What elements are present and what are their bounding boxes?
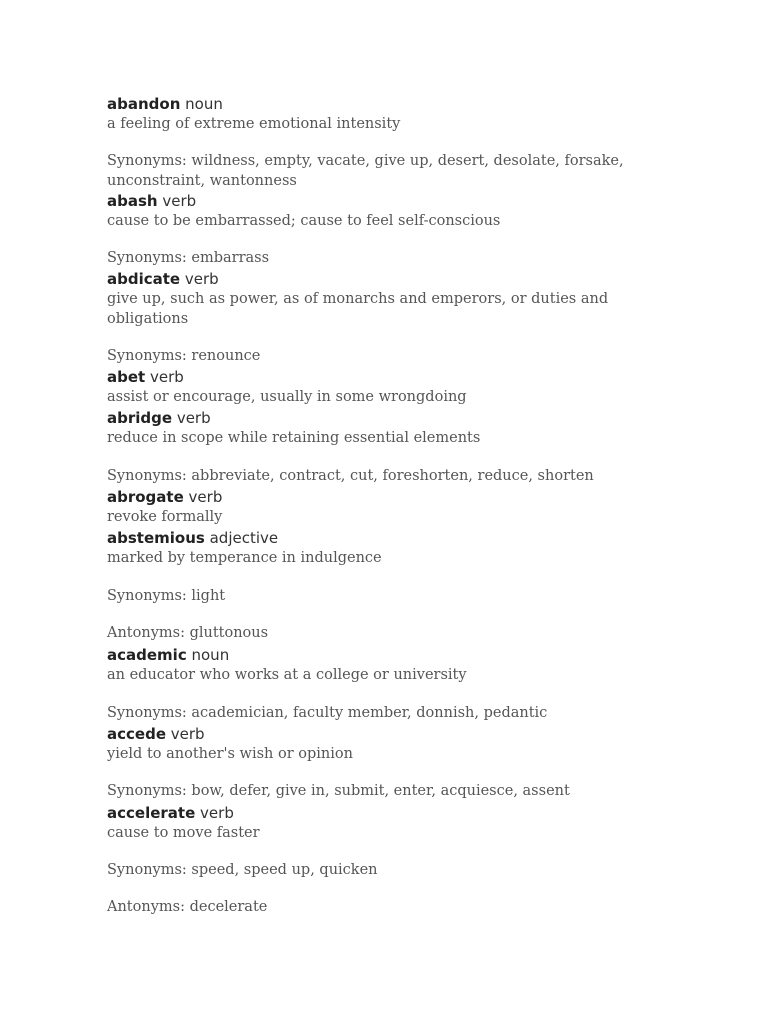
definition: assist or encourage, usually in some wrongdoing [107, 389, 467, 405]
headword: accelerate [107, 804, 196, 822]
definition: an educator who works at a college or university [107, 667, 467, 683]
part-of-speech: noun [191, 646, 230, 664]
antonyms: Antonyms: decelerate [107, 899, 268, 915]
headword: academic [107, 646, 187, 664]
entry-heading [107, 487, 667, 507]
entry-heading [107, 803, 667, 823]
entry-heading [107, 269, 667, 289]
part-of-speech: verb [170, 725, 205, 743]
definition-continued: obligations [107, 311, 189, 327]
part-of-speech: noun [185, 95, 223, 113]
synonyms-continued: unconstraint, wantonness [107, 173, 297, 189]
part-of-speech: verb [149, 368, 184, 386]
headword: abrogate [107, 488, 184, 506]
definition: marked by temperance in indulgence [107, 550, 382, 566]
synonyms: Synonyms: embarrass [107, 250, 270, 266]
definition: yield to another's wish or opinion [107, 746, 353, 762]
part-of-speech: verb [200, 804, 234, 822]
part-of-speech: verb [188, 488, 223, 506]
headword: abdicate [107, 270, 181, 288]
headword: abstemious [107, 529, 205, 547]
definition: cause to move faster [107, 825, 260, 841]
definition: reduce in scope while retaining essential elements [107, 430, 481, 446]
definition: cause to be embarrassed; cause to feel self-conscious [107, 213, 501, 229]
entry-heading [107, 367, 667, 387]
antonyms: Antonyms: gluttonous [107, 625, 269, 641]
entry-heading [107, 191, 667, 211]
synonyms: Synonyms: abbreviate, contract, cut, foreshorten, reduce, shorten [107, 468, 594, 484]
definition: a feeling of extreme emotional intensity [107, 116, 401, 132]
entry-heading [107, 94, 667, 114]
synonyms: Synonyms: renounce [107, 348, 261, 364]
synonyms: Synonyms: academician, faculty member, donnish, pedantic [107, 705, 548, 721]
synonyms: Synonyms: bow, defer, give in, submit, enter, acquiesce, assent [107, 783, 570, 799]
entry-heading [107, 408, 667, 428]
entry-heading [107, 724, 667, 744]
definition: give up, such as power, as of monarchs and emperors, or duties and [107, 291, 609, 307]
headword: abandon [107, 95, 181, 113]
part-of-speech: adjective [209, 529, 279, 547]
synonyms: Synonyms: speed, speed up, quicken [107, 862, 378, 878]
entry-heading [107, 645, 667, 665]
definition: revoke formally [107, 509, 223, 525]
part-of-speech: verb [176, 409, 211, 427]
headword: abash [107, 192, 158, 210]
part-of-speech: verb [184, 270, 219, 288]
part-of-speech: verb [162, 192, 197, 210]
headword: abet [107, 368, 146, 386]
synonyms: Synonyms: light [107, 588, 226, 604]
synonyms: Synonyms: wildness, empty, vacate, give up, desert, desolate, forsake, [107, 153, 624, 169]
headword: accede [107, 725, 166, 743]
headword: abridge [107, 409, 173, 427]
entry-heading [107, 528, 667, 548]
